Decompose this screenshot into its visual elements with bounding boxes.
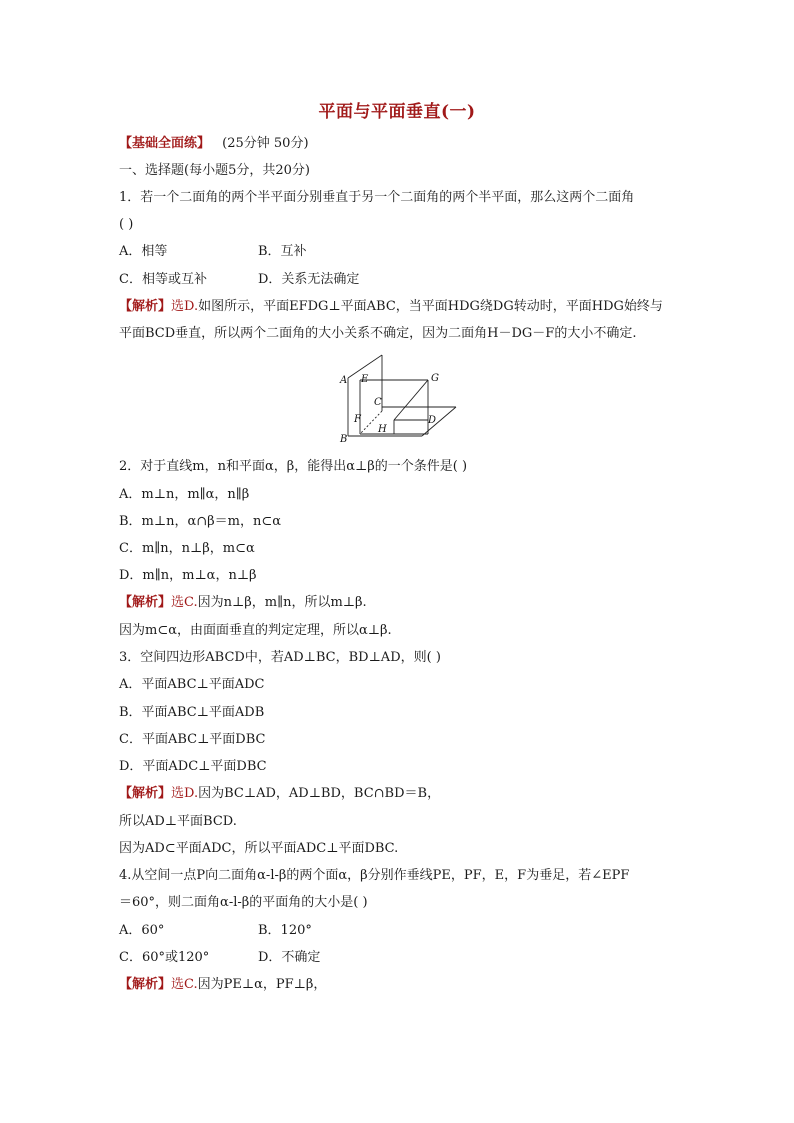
q2-analysis-line1	[119, 594, 689, 612]
q2-stem: 2．对于直线m，n和平面α，β，能得出α⊥β的一个条件是( )	[119, 459, 468, 474]
q2-analysis-tag: 【解析】	[119, 595, 172, 610]
label-B: B	[340, 434, 348, 444]
q4-analysis-line1	[119, 976, 689, 994]
q3-analysis-text1: 因为BC⊥AD，AD⊥BD，BC∩BD＝B，	[198, 786, 441, 801]
q2-option-c: C．m∥n，n⊥β，m⊂α	[119, 541, 255, 556]
q3-analysis-line2: 所以AD⊥平面BCD.	[119, 814, 237, 829]
q4-answer: 选C.	[171, 977, 198, 992]
q1-answer: 选D.	[171, 299, 199, 314]
q1-stem-line1: 1．若一个二面角的两个半平面分别垂直于另一个二面角的两个半平面，那么这两个二面角	[119, 190, 635, 205]
q4-option-a: A．60°	[119, 923, 165, 938]
q4-option-d: D．不确定	[258, 950, 321, 965]
section-header	[119, 135, 689, 153]
label-H: H	[378, 424, 387, 435]
label-D: D	[428, 415, 437, 426]
q3-option-b: B．平面ABC⊥平面ADB	[119, 705, 265, 720]
label-E: E	[361, 374, 369, 385]
q2-option-d: D．m∥n，m⊥α，n⊥β	[119, 568, 257, 583]
q1-stem-line2: ( )	[119, 217, 134, 232]
q4-analysis-tag: 【解析】	[119, 977, 172, 992]
dihedral-angle-figure	[334, 352, 464, 444]
section-time: (25分钟 50分)	[222, 136, 309, 151]
q2-analysis-text1: 因为n⊥β，m∥n，所以m⊥β.	[197, 595, 367, 610]
figure-svg	[334, 352, 464, 444]
q1-analysis-text1: 如图所示，平面EFDG⊥平面ABC，当平面HDG绕DG转动时，平面HDG始终与	[198, 299, 663, 314]
label-G: G	[431, 373, 439, 384]
q1-analysis-tag: 【解析】	[119, 299, 172, 314]
label-F: F	[354, 414, 361, 425]
q1-analysis-line1	[119, 298, 689, 316]
label-A: A	[340, 375, 348, 386]
q1-option-c: C．相等或互补	[119, 272, 207, 287]
label-C: C	[374, 397, 382, 408]
q3-analysis-line3: 因为AD⊂平面ADC，所以平面ADC⊥平面DBC.	[119, 841, 399, 856]
q4-option-b: B．120°	[258, 923, 312, 938]
q3-analysis-line1	[119, 785, 689, 803]
q2-analysis-line2: 因为m⊂α，由面面垂直的判定定理，所以α⊥β.	[119, 623, 392, 638]
q3-option-a: A．平面ABC⊥平面ADC	[119, 677, 265, 692]
q4-option-c: C．60°或120°	[119, 950, 210, 965]
q1-option-a: A．相等	[119, 244, 168, 259]
q3-option-c: C．平面ABC⊥平面DBC	[119, 732, 266, 747]
part-heading: 一、选择题(每小题5分，共20分)	[119, 163, 310, 178]
q1-option-d: D．关系无法确定	[258, 272, 360, 287]
q4-stem-line2: ＝60°，则二面角α-l-β的平面角的大小是( )	[119, 895, 368, 910]
q1-analysis-line2: 平面BCD垂直，所以两个二面角的大小关系不确定，因为二面角H－DG－F的大小不确定.	[119, 326, 637, 341]
q2-option-b: B．m⊥n，α∩β＝m，n⊂α	[119, 514, 282, 529]
section-tag: 【基础全面练】	[119, 136, 211, 151]
q2-answer: 选C.	[171, 595, 198, 610]
q1-option-b: B．互补	[258, 244, 307, 259]
q3-answer: 选D.	[171, 786, 199, 801]
edge-HG	[394, 380, 428, 420]
q3-option-d: D．平面ADC⊥平面DBC	[119, 759, 267, 774]
q3-stem: 3．空间四边形ABCD中，若AD⊥BC，BD⊥AD，则( )	[119, 650, 441, 665]
q3-analysis-tag: 【解析】	[119, 786, 172, 801]
q4-stem-line1: 4.从空间一点P向二面角α-l-β的两个面α，β分别作垂线PE，PF，E，F为垂足，若∠EPF	[119, 868, 630, 883]
q2-option-a: A．m⊥n，m∥α，n∥β	[119, 487, 250, 502]
q4-analysis-text1: 因为PE⊥α，PF⊥β，	[197, 977, 327, 992]
page-title: 平面与平面垂直(一)	[318, 102, 476, 122]
